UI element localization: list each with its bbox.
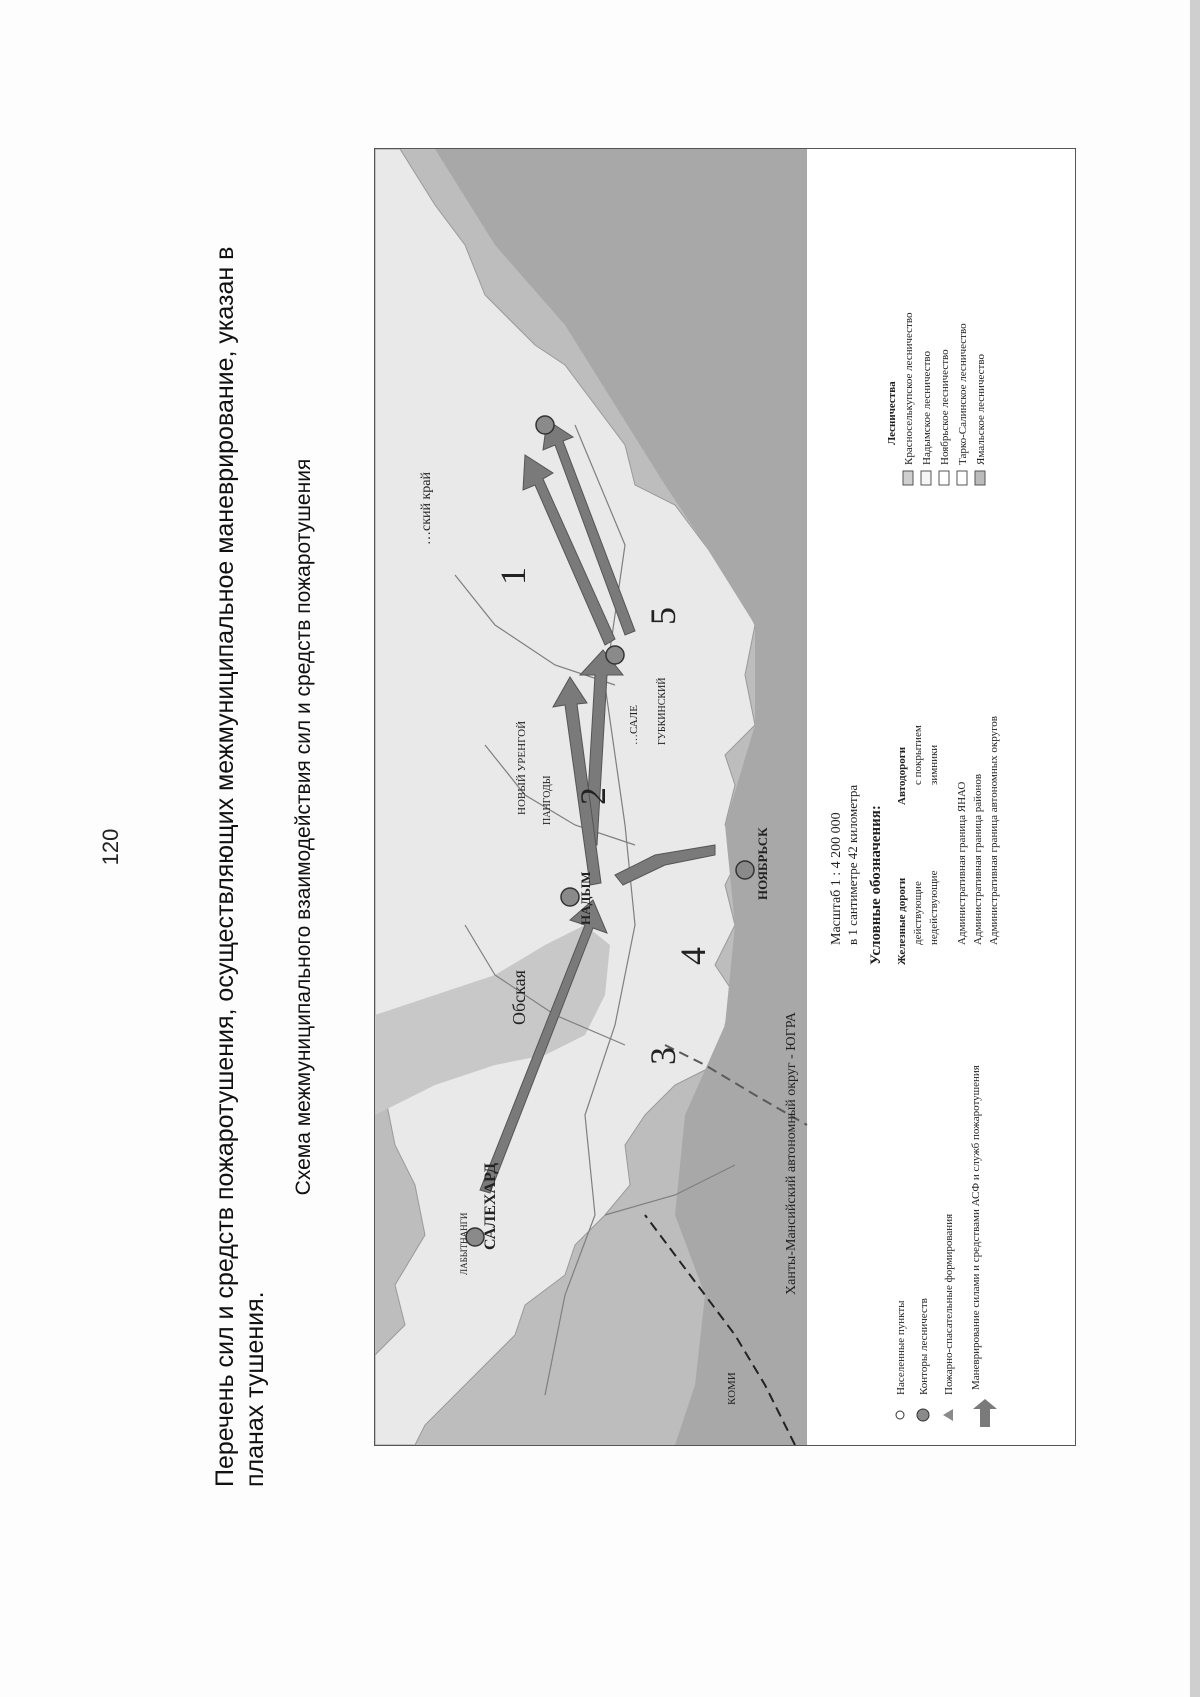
map-svg [375, 149, 1075, 1445]
region-label-ob: Обская [509, 970, 529, 1025]
legend-forestry-1: Красноселькупское лесничество [903, 312, 915, 465]
legend-border-okrugs: Административная граница автономных округов [988, 716, 1000, 945]
legend-title: Условные обозначения: [868, 805, 884, 965]
legend-forestry-5: Ямальское лесничество [975, 354, 987, 465]
office-symbol [917, 1409, 929, 1421]
settlement-symbol [896, 1411, 904, 1419]
city-label-gubkinsky: ГУБКИНСКИЙ [657, 677, 668, 745]
rescue-symbol [943, 1409, 953, 1421]
forestry-number-3: 3 [643, 1047, 683, 1065]
city-label-nadym: НАДЫМ [578, 871, 593, 925]
office-noyabrsk [736, 861, 754, 879]
region-label-khmao: Ханты-Мансийский автономный округ - ЮГРА [784, 1012, 799, 1295]
map-figure [374, 148, 1076, 1446]
arrow-symbol [973, 1399, 997, 1427]
forestry-swatch [939, 471, 949, 485]
legend-forestry-title: Лесничества [886, 381, 898, 445]
legend-rail-title: Железные дороги [896, 877, 908, 965]
forestry-swatch [921, 471, 931, 485]
map-legend [829, 312, 1000, 1427]
region-label-komi: КОМИ [726, 1372, 738, 1405]
forestry-number-1: 1 [493, 567, 533, 585]
legend-forestry-3: Ноябрьское лесничество [939, 349, 951, 465]
legend-rail-active: действующие [912, 881, 924, 945]
forestry-number-2: 2 [573, 787, 613, 805]
legend-road-paved: с покрытием [912, 725, 924, 785]
legend-item-offices: Конторы лесничеств [918, 1298, 930, 1395]
office-krasnoselkup [536, 416, 554, 434]
forestry-swatch [975, 471, 985, 485]
figure-caption: Схема межмуниципального взаимодействия сил и средств пожаротушения [292, 458, 315, 1196]
region-label-krai: …ский край [419, 471, 434, 545]
legend-item-rescue: Пожарно-спасательные формирования [943, 1213, 955, 1395]
city-label-pangody: ПАНГОДЫ [542, 775, 553, 825]
forestry-number-4: 4 [673, 947, 713, 965]
city-label-tarko-sale: …САЛЕ [628, 705, 640, 745]
legend-border-districts: Административная граница районов [972, 773, 984, 945]
legend-border-yanao: Административная граница ЯНАО [956, 781, 968, 945]
office-nadym [561, 888, 579, 906]
legend-item-settlements: Населенные пункты [895, 1300, 907, 1395]
map-area [375, 149, 807, 1445]
office-tarko-sale [606, 646, 624, 664]
forestry-number-5: 5 [643, 607, 683, 625]
city-label-noyabrsk: НОЯБРЬСК [755, 827, 770, 900]
city-label-salekhard: САЛЕХАРД [482, 1162, 499, 1250]
legend-forestry-4: Тарко-Салинское лесничество [957, 323, 969, 465]
scale-line-1: Масштаб 1 : 4 200 000 [829, 812, 844, 945]
legend-rail-inactive: недействующие [928, 870, 940, 945]
page-heading: Перечень сил и средств пожаротушения, осуществляющих межмуниципальное маневрирование, указан в планах тушения. [211, 246, 269, 1487]
legend-road-winter: зимники [928, 744, 940, 785]
forestry-swatch [957, 471, 967, 485]
forestry-swatch [903, 471, 913, 485]
scale-line-2: в 1 сантиметре 42 километра [845, 784, 860, 945]
legend-item-maneuver: Маневрирование силами и средствами АСФ и служб пожаротушения [970, 1065, 982, 1390]
page-number: 120 [98, 828, 123, 866]
legend-forestry-2: Надымское лесничество [921, 350, 933, 465]
legend-road-title: Автодороги [896, 746, 908, 805]
city-label-labytnangi: ЛАБЫТНАНГИ [459, 1212, 469, 1275]
city-label-novy-urengoy: НОВЫЙ УРЕНГОЙ [516, 720, 528, 815]
